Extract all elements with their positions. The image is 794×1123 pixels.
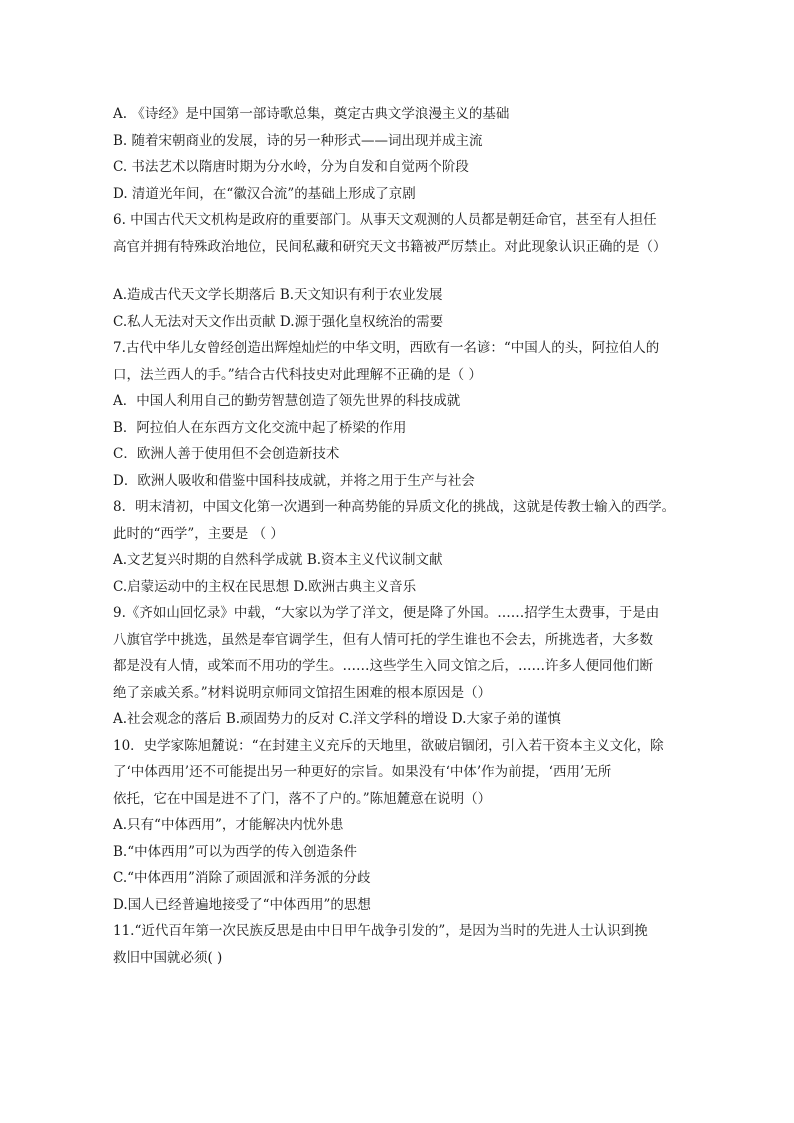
option-6ab: A.造成古代天文学长期落后 B.天文知识有利于农业发展: [113, 287, 443, 303]
option-10d: D.国人已经普遍地接受了“中体西用”的思想: [113, 896, 371, 913]
question-9-line-4: 绝了亲戚关系。”材料说明京师同文馆招生困难的根本原因是（）: [113, 684, 492, 701]
question-7-line-1: 7.古代中华儿女曾经创造出辉煌灿烂的中华文明，西欧有一名谚：“中国人的头，阿拉伯人的: [113, 340, 660, 356]
option-7b: B．阿拉伯人在东西方文化交流中起了桥梁的作用: [113, 419, 407, 436]
blank-gap: [113, 260, 685, 282]
option-7a: A．中国人利用自己的勤劳智慧创造了领先世界的科技成就: [113, 393, 461, 409]
question-8-line-1: 8．明末清初，中国文化第一次遇到一种高势能的异质文化的挑战，这就是传教士输入的西学。: [113, 499, 676, 515]
option-7c: C．欧洲人善于使用但不会创造新技术: [113, 446, 340, 462]
option-9abcd: A.社会观念的落后 B.顽固势力的反对 C.洋文学科的增设 D.大家子弟的谨慎: [113, 711, 561, 727]
option-8ab: A.文艺复兴时期的自然科学成就 B.资本主义代议制文献: [113, 552, 443, 568]
option-5a: A. 《诗经》是中国第一部诗歌总集，奠定古典文学浪漫主义的基础: [113, 106, 510, 122]
question-10-line-1: 10．史学家陈旭麓说：“在封建主义充斥的天地里，欲破启锢闭，引入若干资本主义文化，除: [113, 737, 664, 754]
option-5c: C. 书法艺术以隋唐时期为分水岭，分为自发和自觉两个阶段: [113, 159, 469, 175]
option-6cd: C.私人无法对天文作出贡献 D.源于强化皇权统治的需要: [113, 313, 444, 330]
option-5d: D. 清道光年间，在“徽汉合流”的基础上形成了京剧: [113, 185, 416, 202]
option-10a: A.只有“中体西用”，才能解决内忧外患: [113, 817, 344, 833]
question-9-line-3: 都是没有人情，或笨而不用功的学生。……这些学生入同文馆之后，……许多人便同他们断: [113, 658, 653, 674]
document-body: [113, 101, 685, 971]
question-11-line-2: 救旧中国就必须( ): [113, 949, 223, 966]
question-10-line-2: 了‘中体西用’还不可能提出另一种更好的宗旨。如果没有‘中体’作为前提，‘西用’无所: [113, 764, 612, 780]
question-9-line-2: 八旗官学中挑选，虽然是奉官调学生，但有人情可托的学生谁也不会去，所挑选者，大多数: [113, 631, 653, 648]
option-10b: B.“中体西用”可以为西学的传入创造条件: [113, 843, 358, 860]
question-8-line-2: 此时的“西学”，主要是 （ ）: [113, 525, 284, 542]
question-7-line-2: 口，法兰西人的手。”结合古代科技史对此理解不正确的是（ ）: [113, 366, 482, 383]
option-5b: B. 随着宋朝商业的发展，诗的另一种形式——词出现并成主流: [113, 132, 483, 149]
question-10-line-3: 依托，它在中国是进不了门，落不了户的。”陈旭麓意在说明（）: [113, 790, 492, 807]
option-10c: C.“中体西用”消除了顽固派和洋务派的分歧: [113, 870, 371, 886]
question-6-line-2: 高官并拥有特殊政治地位，民间私藏和研究天文书籍被严厉禁止。对此现象认识正确的是（）: [113, 238, 667, 255]
question-9-line-1: 9.《齐如山回忆录》中载，“大家以为学了洋文，便是降了外国。……招学生太费事，于是由: [113, 605, 660, 621]
option-7d: D．欧洲人吸收和借鉴中国科技成就，并将之用于生产与社会: [113, 472, 475, 489]
question-6-line-1: 6. 中国古代天文机构是政府的重要部门。从事天文观测的人员都是朝廷命官，甚至有人担任: [113, 212, 657, 228]
option-8cd: C.启蒙运动中的主权在民思想 D.欧洲古典主义音乐: [113, 578, 417, 595]
question-11-line-1: 11.“近代百年第一次民族反思是由中日甲午战争引发的”，是因为当时的先进人士认识到挽: [113, 923, 648, 939]
